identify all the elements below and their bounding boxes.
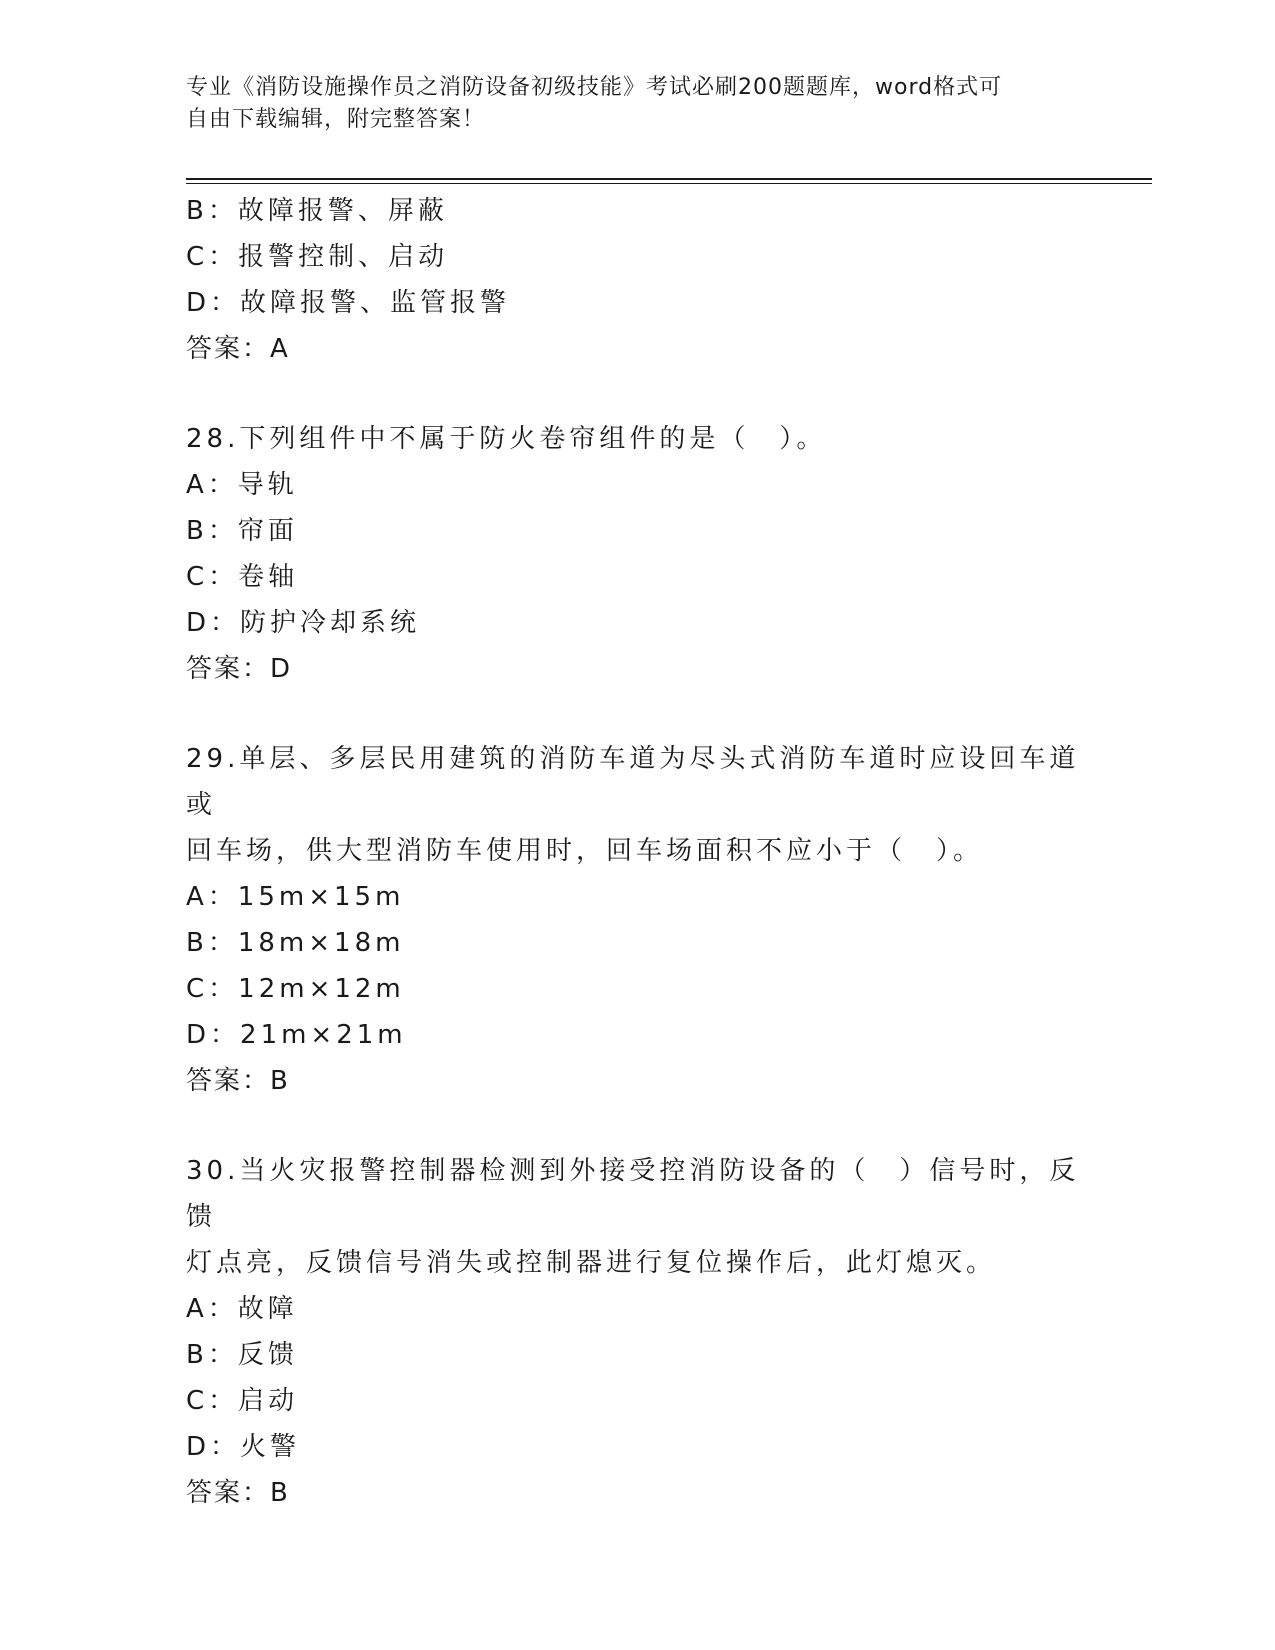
answer-line: 答案：B [186, 1478, 290, 1508]
question-28 [186, 416, 1086, 692]
option-d: D：故障报警、监管报警 [186, 288, 511, 318]
document-header [186, 72, 1066, 136]
question-stem-line-1: 30.当火灾报警控制器检测到外接受控消防设备的（ ）信号时，反馈 [186, 1156, 1080, 1232]
answer-line: 答案：D [186, 654, 293, 684]
option-c: C：卷轴 [186, 562, 299, 592]
header-line-1: 专业《消防设施操作员之消防设备初级技能》考试必刷200题题库，word格式可 [186, 75, 1003, 100]
option-a: A：15m×15m [186, 882, 405, 912]
option-b: B：故障报警、屏蔽 [186, 196, 448, 226]
option-a: A：故障 [186, 1294, 298, 1324]
header-divider-thick [186, 178, 1152, 180]
option-b: B：帘面 [186, 516, 298, 546]
header-line-2: 自由下载编辑，附完整答案！ [186, 107, 486, 132]
option-a: A：导轨 [186, 470, 298, 500]
document-body [186, 188, 1086, 1516]
option-c: C：启动 [186, 1386, 299, 1416]
question-stem-line-1: 29.单层、多层民用建筑的消防车道为尽头式消防车道时应设回车道或 [186, 744, 1080, 820]
answer-line: 答案：B [186, 1066, 290, 1096]
option-c: C：12m×12m [186, 974, 405, 1004]
option-c: C：报警控制、启动 [186, 242, 449, 272]
answer-line: 答案：A [186, 334, 290, 364]
option-b: B：18m×18m [186, 928, 405, 958]
question-30 [186, 1148, 1086, 1516]
question-29 [186, 736, 1086, 1104]
header-divider-thin [186, 183, 1152, 184]
question-stem-line-2: 灯点亮，反馈信号消失或控制器进行复位操作后，此灯熄灭。 [186, 1248, 997, 1278]
question-27-continuation [186, 188, 1086, 372]
option-d: D：21m×21m [186, 1020, 407, 1050]
option-d: D：防护冷却系统 [186, 608, 421, 638]
option-b: B：反馈 [186, 1340, 298, 1370]
option-d: D：火警 [186, 1432, 301, 1462]
question-stem-line-2: 回车场，供大型消防车使用时，回车场面积不应小于（ ）。 [186, 836, 984, 866]
question-stem: 28.下列组件中不属于防火卷帘组件的是（ ）。 [186, 424, 827, 454]
